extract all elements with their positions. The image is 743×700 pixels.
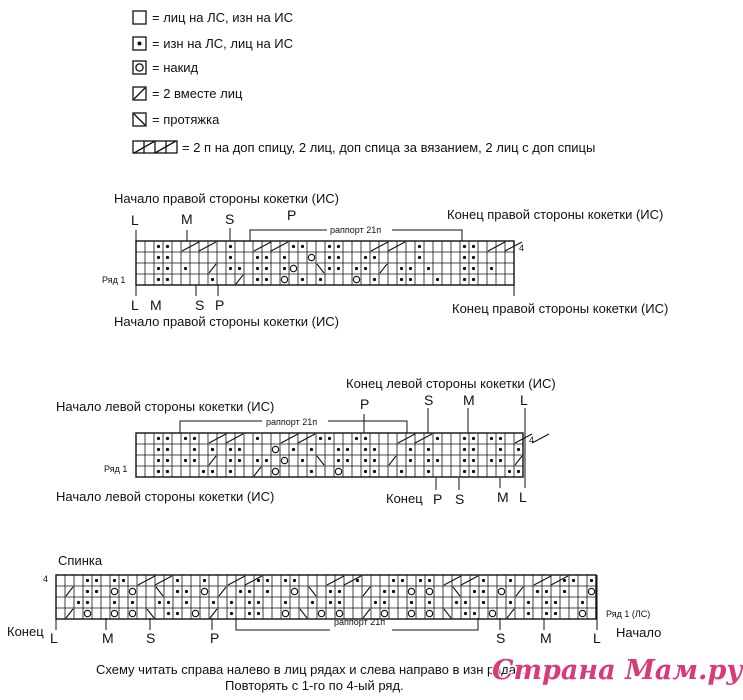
purl-dot (239, 590, 242, 593)
purl-dot (248, 590, 251, 593)
purl-dot (212, 601, 215, 604)
purl-dot (158, 601, 161, 604)
chart1-marker-M-bottom: M (150, 297, 162, 313)
chart2-bottom-left-caption: Начало левой стороны кокетки (ИС) (56, 489, 275, 504)
purl-dot (203, 579, 206, 582)
chart3-start-label: Начало (616, 625, 662, 640)
legend-text-purl: = изн на ЛС, лиц на ИС (152, 36, 294, 51)
chart1-marker-L-top: L (131, 212, 139, 228)
purl-dot (482, 590, 485, 593)
yarn-over-circle (489, 610, 495, 616)
purl-dot (257, 579, 260, 582)
chart2-marker-P-bottom: P (433, 491, 443, 507)
purl-dot (464, 612, 467, 615)
chart2-end-label: Конец (386, 491, 423, 506)
k2tog-slash (219, 587, 226, 596)
purl-dot (356, 579, 359, 582)
yarn-over-circle (282, 610, 288, 616)
yarn-over-circle (408, 610, 414, 616)
yarn-over-circle (588, 588, 594, 594)
k2tog-slash (66, 609, 73, 618)
chart1-marker-M-top: M (181, 211, 193, 227)
chart2-marker-P-top: P (360, 396, 370, 412)
yarn-over-circle (129, 588, 135, 594)
chart1-marker-S-top: S (225, 211, 235, 227)
ssk-backslash (147, 609, 154, 618)
purl-dot (113, 601, 116, 604)
purl-dot (311, 601, 314, 604)
chart2-marker-L-top: L (520, 392, 528, 408)
purl-dot (563, 590, 566, 593)
watermark-logo (492, 655, 743, 686)
purl-dot (554, 612, 557, 615)
chart3-marker-L-left: L (50, 630, 58, 646)
chart1-bottom-left-caption: Начало правой стороны кокетки (ИС) (114, 314, 340, 329)
purl-dot (383, 590, 386, 593)
yarn-over-circle (291, 588, 297, 594)
purl-dot (392, 579, 395, 582)
purl-dot (338, 601, 341, 604)
purl-dot (401, 579, 404, 582)
chart2-row-label: Ряд 1 (104, 464, 128, 474)
purl-dot (248, 612, 251, 615)
purl-dot (95, 579, 98, 582)
purl-dot (374, 601, 377, 604)
footer-line-1: Схему читать справа налево в лиц рядах и слева направо в изн рядах. (96, 662, 527, 677)
purl-dot (590, 579, 593, 582)
yarn-over-circle (192, 610, 198, 616)
watermark-text: Страна Мам.ру (492, 655, 743, 686)
purl-dot (86, 590, 89, 593)
chart3-marker-M-right: M (540, 630, 552, 646)
purl-dot (167, 601, 170, 604)
purl-dot (113, 579, 116, 582)
k2tog-slash (516, 587, 523, 596)
chart2-repeat-label: раппорт 21п (266, 417, 318, 427)
purl-dot (266, 579, 269, 582)
purl-dot (410, 601, 413, 604)
purl-dot (383, 601, 386, 604)
chart3-repeat-label: раппорт 21п (334, 617, 386, 627)
purl-dot (230, 612, 233, 615)
k2tog-slash (210, 609, 217, 618)
chart1-marker-S-bottom: S (195, 297, 205, 313)
cable-line (444, 576, 461, 585)
purl-dot (428, 601, 431, 604)
yarn-over-circle (381, 610, 387, 616)
chart1-row-number: 4 (519, 243, 525, 253)
ssk-backslash (444, 609, 451, 618)
cable-line (228, 576, 245, 585)
purl-dot (176, 590, 179, 593)
purl-dot (545, 590, 548, 593)
chart2-marker-M-top: M (463, 392, 475, 408)
yarn-over-circle (336, 610, 342, 616)
purl-dot (329, 601, 332, 604)
purl-dot (248, 601, 251, 604)
purl-dot (455, 601, 458, 604)
k2tog-slash (66, 587, 73, 596)
purl-dot (536, 590, 539, 593)
purl-dot (554, 601, 557, 604)
purl-dot (284, 579, 287, 582)
chart2-marker-S-top: S (424, 392, 434, 408)
yarn-over-circle (111, 610, 117, 616)
chart2-top-right-caption: Конец левой стороны кокетки (ИС) (346, 376, 556, 391)
legend-text-cable: = 2 п на доп спицу, 2 лиц, доп спица за вязанием, 2 лиц с доп спицы (182, 140, 596, 155)
yarn-over-circle (498, 588, 504, 594)
purl-dot (509, 601, 512, 604)
purl-dot (419, 579, 422, 582)
chart1-top-right-caption: Конец правой стороны кокетки (ИС) (447, 207, 664, 222)
purl-dot (545, 601, 548, 604)
purl-dot (338, 590, 341, 593)
purl-dot (257, 612, 260, 615)
purl-dot (392, 590, 395, 593)
purl-dot (428, 579, 431, 582)
yarn-over-circle (426, 588, 432, 594)
purl-dot (581, 601, 584, 604)
purl-dot (482, 601, 485, 604)
cable-line (461, 576, 478, 585)
purl-dot (86, 579, 89, 582)
chart3-marker-L-right: L (593, 630, 601, 646)
purl-dot (293, 579, 296, 582)
chart3-marker-S-left: S (146, 630, 156, 646)
purl-dot (95, 590, 98, 593)
purl-dot (176, 612, 179, 615)
cable-line (155, 576, 172, 585)
purl-dot (230, 601, 233, 604)
yarn-over-circle (408, 588, 414, 594)
yarn-over-circle (201, 588, 207, 594)
ssk-backslash (309, 587, 316, 596)
chart1-repeat-label: раппорт 21п (330, 225, 382, 235)
purl-dot (122, 579, 125, 582)
purl-dot (131, 601, 134, 604)
chart1-top-left-caption: Начало правой стороны кокетки (ИС) (114, 191, 340, 206)
yarn-over-circle (111, 588, 117, 594)
chart2-top-left-caption: Начало левой стороны кокетки (ИС) (56, 399, 275, 414)
ssk-backslash (453, 587, 460, 596)
purl-dot (86, 601, 89, 604)
legend-text-yarn-over: = накид (152, 60, 199, 75)
purl-dot (329, 590, 332, 593)
chart1-marker-P-top: P (287, 207, 297, 223)
yarn-over-circle (129, 610, 135, 616)
purl-dot (284, 601, 287, 604)
chart1-marker-L-bottom: L (131, 297, 139, 313)
chart3-marker-P-left: P (210, 630, 220, 646)
purl-dot (482, 579, 485, 582)
purl-dot (185, 590, 188, 593)
chart1-bottom-right-caption: Конец правой стороны кокетки (ИС) (452, 301, 669, 316)
purl-dot (266, 590, 269, 593)
cable-line (138, 576, 155, 585)
chart2-marker-M-bottom: M (497, 489, 509, 505)
chart2-row-number: 4 (529, 435, 535, 445)
chart3-marker-M-left: M (102, 630, 114, 646)
chart3-row-label: Ряд 1 (ЛС) (606, 609, 651, 619)
purl-dot (527, 601, 530, 604)
chart1-marker-P-bottom: P (215, 297, 225, 313)
cable-line (534, 576, 551, 585)
purl-dot (77, 601, 80, 604)
purl-dot (473, 612, 476, 615)
chart3-title: Спинка (58, 553, 103, 568)
purl-dot (563, 579, 566, 582)
chart3-row-number: 4 (43, 574, 49, 584)
yarn-over-circle (318, 610, 324, 616)
purl-dot (167, 612, 170, 615)
chart3-end-label: Конец (7, 624, 44, 639)
purl-dot (464, 601, 467, 604)
k2tog-slash (363, 609, 370, 618)
yarn-over-circle (84, 610, 90, 616)
k2tog-slash (363, 587, 370, 596)
k2tog-slash (507, 609, 514, 618)
purl-dot (527, 612, 530, 615)
legend-text-k2tog: = 2 вместе лиц (152, 86, 243, 101)
purl-dot (572, 579, 575, 582)
purl-dot (185, 601, 188, 604)
yarn-over-circle (579, 610, 585, 616)
legend-text-knit: = лиц на ЛС, изн на ИС (152, 10, 294, 25)
purl-dot (176, 579, 179, 582)
ssk-backslash (300, 609, 307, 618)
purl-dot (257, 601, 260, 604)
chart2-marker-L-bottom: L (519, 489, 527, 505)
purl-dot (509, 579, 512, 582)
purl-dot (473, 590, 476, 593)
chart3-marker-S-right: S (496, 630, 506, 646)
chart1-row-label: Ряд 1 (102, 275, 126, 285)
purl-dot (545, 612, 548, 615)
footer-line-2: Повторять с 1-го по 4-ый ряд. (225, 678, 404, 693)
yarn-over-circle (426, 610, 432, 616)
chart2-marker-S-bottom: S (455, 491, 465, 507)
legend-text-ssk: = протяжка (152, 112, 220, 127)
ssk-backslash (156, 587, 163, 596)
cable-line (327, 576, 344, 585)
